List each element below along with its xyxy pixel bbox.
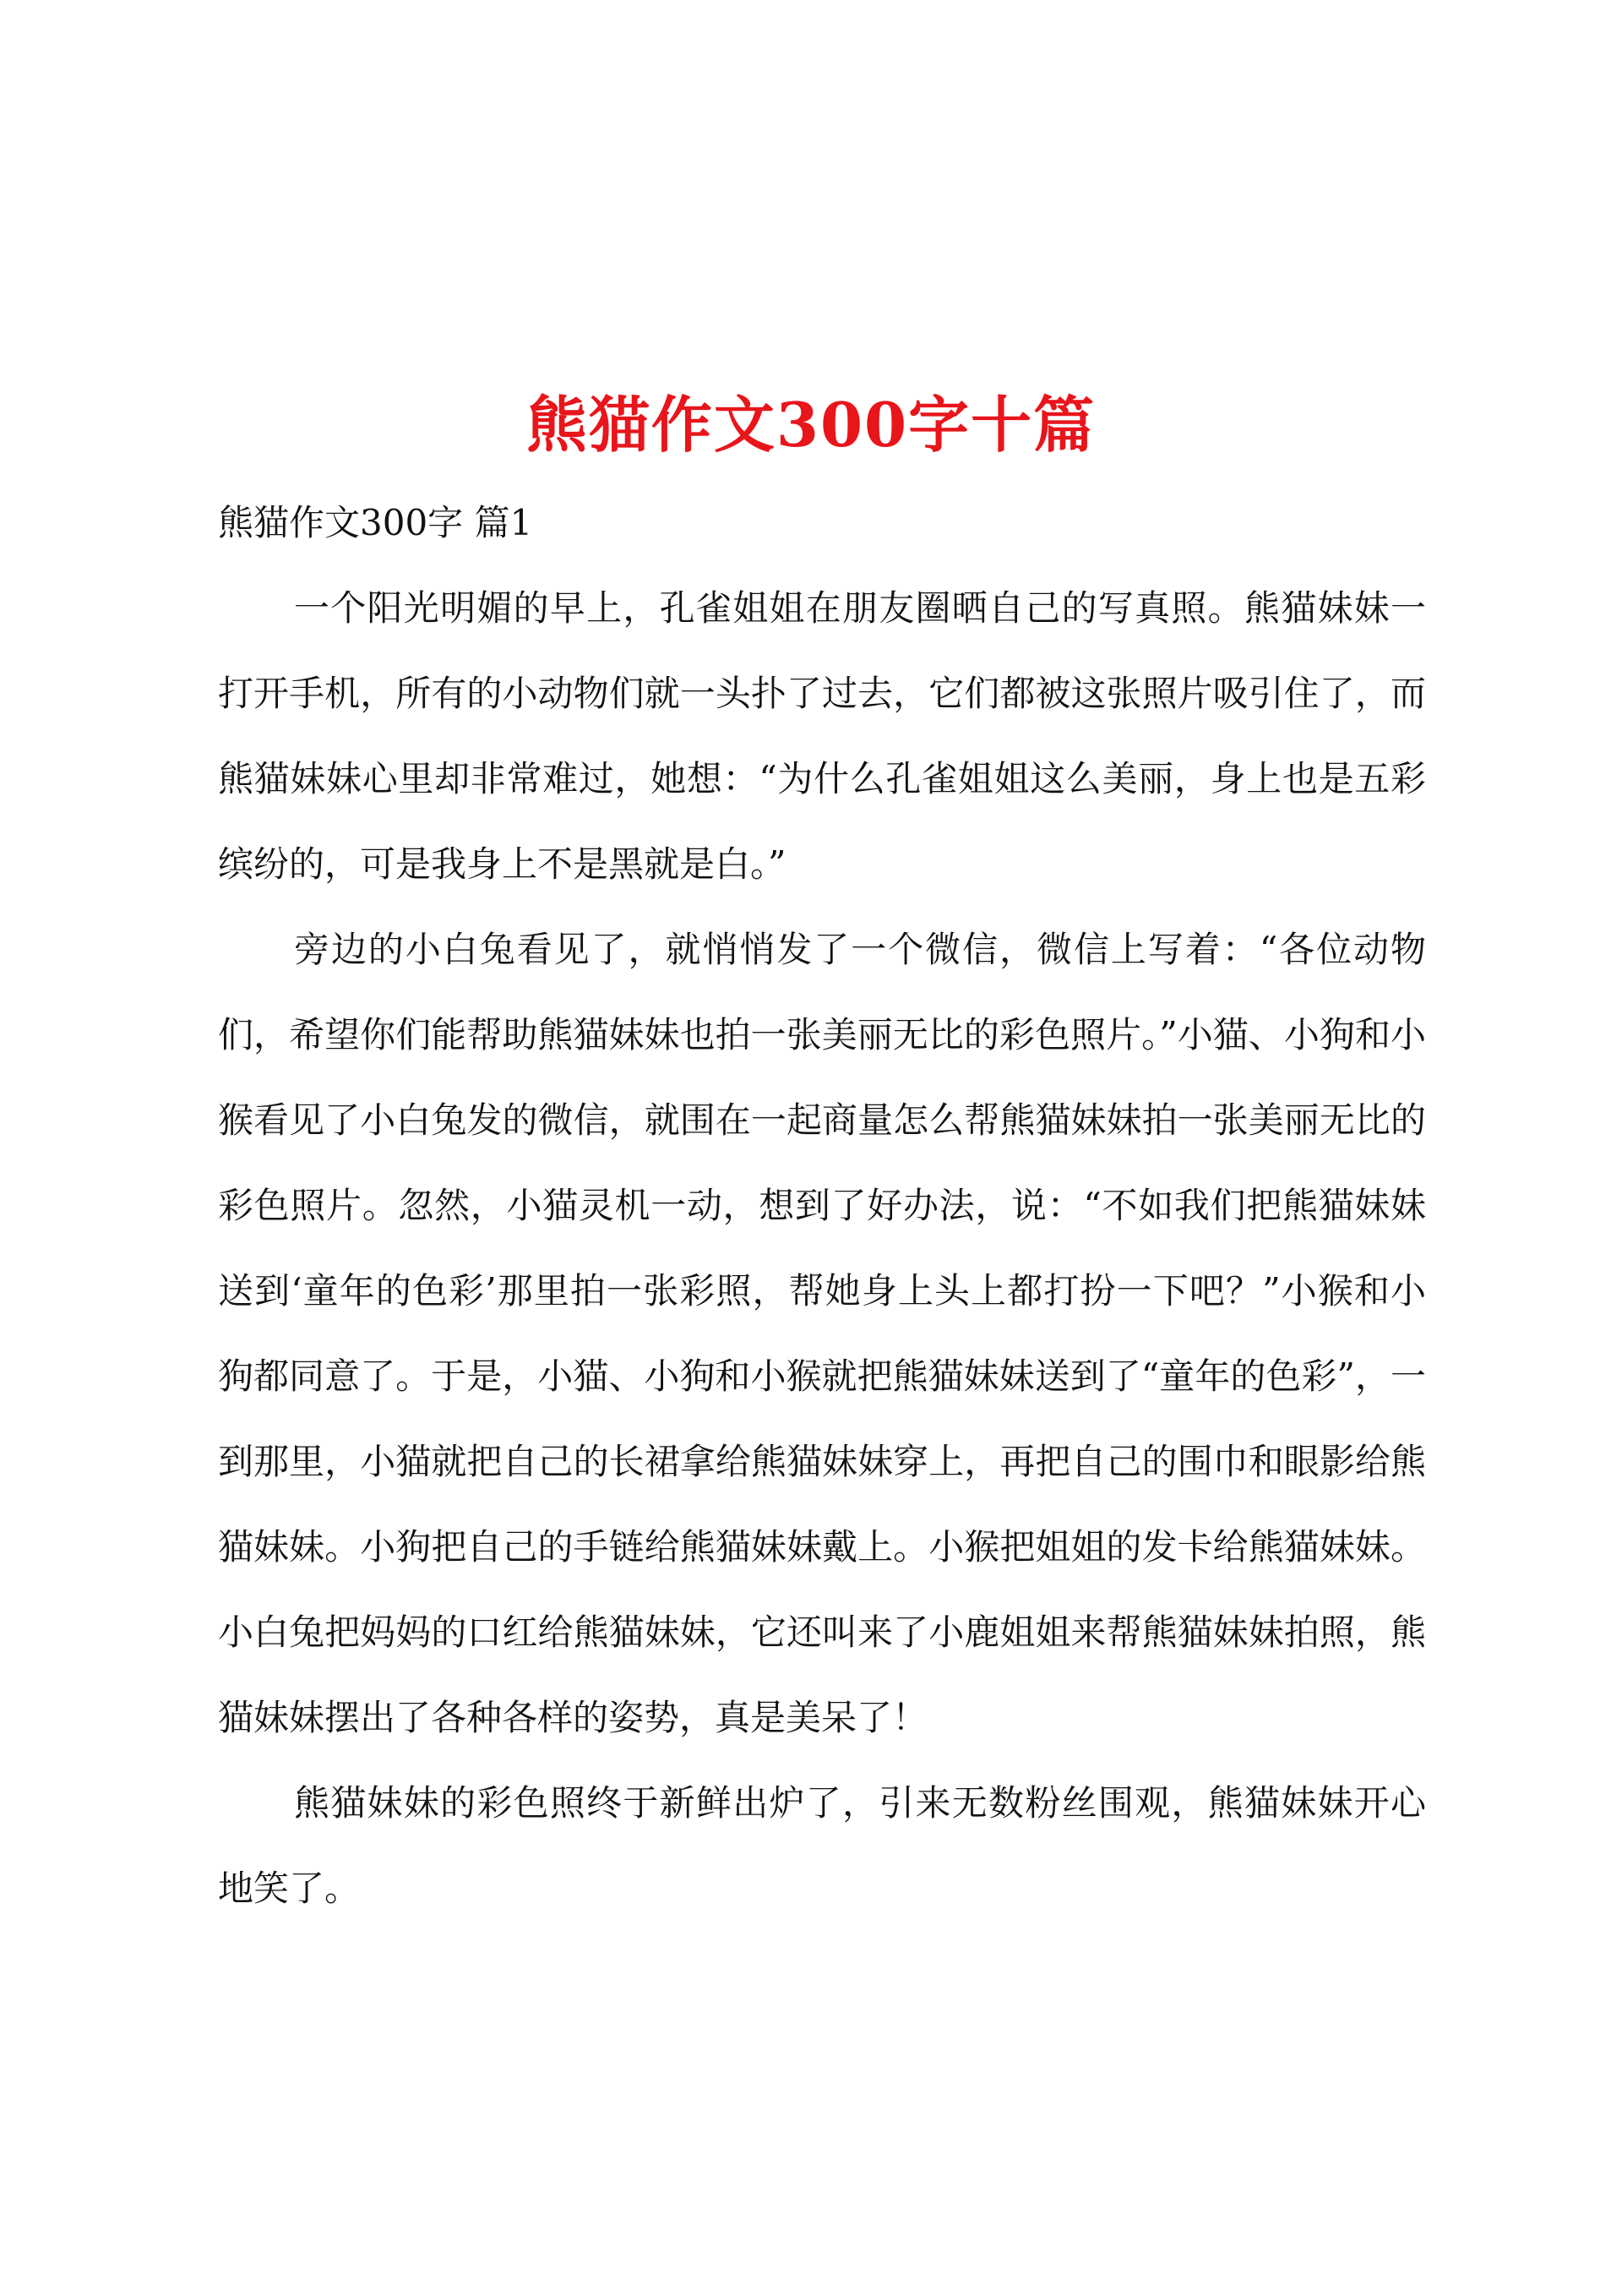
section-heading: 熊猫作文300字 篇1 [218,502,533,543]
paragraph-3: 熊猫妹妹的彩色照终于新鲜出炉了，引来无数粉丝围观，熊猫妹妹开心地笑了。 [218,1782,1426,1909]
document-body [218,480,1426,1931]
paragraph-1: 一个阳光明媚的早上，孔雀姐姐在朋友圈晒自己的写真照。熊猫妹妹一打开手机，所有的小动物们就一头扑了过去，它们都被这张照片吸引住了，而熊猫妹妹心里却非常难过，她想：“为什么孔雀姐姐这么美丽，身上也是五彩缤纷的，可是我身上不是黑就是白。” [218,587,1426,885]
document-title: 熊猫作文300字十篇 [525,389,1097,461]
paragraph-2: 旁边的小白兔看见了，就悄悄发了一个微信，微信上写着：“各位动物们，希望你们能帮助熊猫妹妹也拍一张美丽无比的彩色照片。”小猫、小狗和小猴看见了小白兔发的微信，就围在一起商量怎么帮熊猫妹妹拍一张美丽无比的彩色照片。忽然，小猫灵机一动，想到了好办法，说：“不如我们把熊猫妹妹送到‘童年的色彩’那里拍一张彩照，帮她身上头上都打扮一下吧？”小猴和小狗都同意了。于是，小猫、小狗和小猴就把熊猫妹妹送到了“童年的色彩”，一到那里，小猫就把自己的长裙拿给熊猫妹妹穿上，再把自己的围巾和眼影给熊猫妹妹。小狗把自己的手链给熊猫妹妹戴上。小猴把姐姐的发卡给熊猫妹妹。小白兔把妈妈的口红给熊猫妹妹，它还叫来了小鹿姐姐来帮熊猫妹妹拍照，熊猫妹妹摆出了各种各样的姿势，真是美呆了！ [218,929,1426,1738]
